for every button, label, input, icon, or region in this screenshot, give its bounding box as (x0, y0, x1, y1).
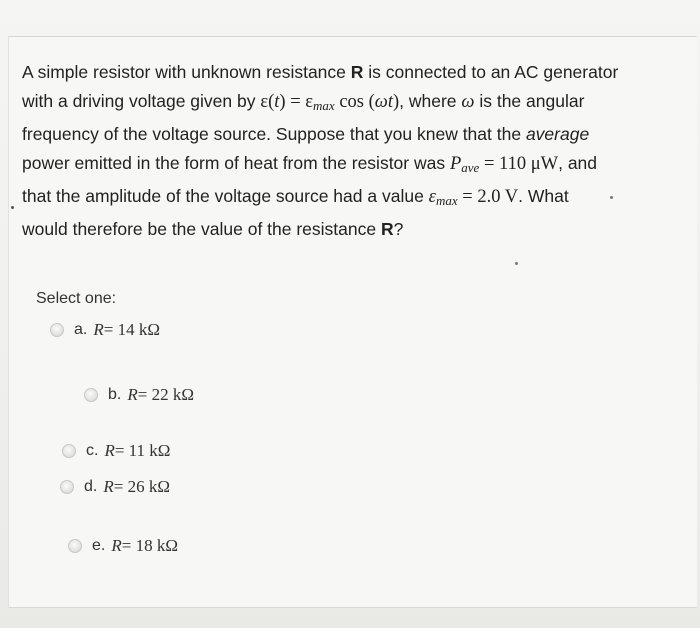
text: frequency of the voltage source. Suppose that you knew that the (22, 124, 526, 144)
math-subscript: max (435, 193, 458, 208)
text: that the amplitude of the voltage source had a value (22, 186, 429, 206)
radio-button[interactable] (84, 388, 98, 402)
math: ) = ε (279, 92, 314, 112)
math: ) (392, 92, 400, 112)
text: would therefore be the value of the resistance (22, 219, 381, 239)
text: is the angular (474, 91, 585, 111)
option-letter: d. (84, 478, 98, 495)
option-d[interactable] (60, 477, 170, 497)
math: = 2.0 V (457, 187, 519, 207)
text: , where (399, 91, 462, 111)
math: ε (428, 187, 436, 207)
radio-button[interactable] (62, 444, 76, 458)
variable-r: R (350, 62, 364, 82)
option-var: R (111, 536, 122, 555)
math-subscript: ave (461, 160, 480, 175)
option-value: = 26 kΩ (113, 477, 170, 496)
option-b[interactable] (84, 385, 194, 405)
question-line-4 (22, 149, 687, 182)
variable-r: R (380, 219, 394, 239)
math: = 110 μW (479, 154, 559, 174)
radio-button[interactable] (60, 480, 74, 494)
speck (515, 262, 518, 265)
option-value: = 22 kΩ (137, 385, 194, 404)
question-line-3 (22, 120, 687, 149)
question-line-1 (22, 58, 687, 87)
text: A simple resistor with unknown resistance (22, 62, 351, 82)
math: cos ( (334, 92, 375, 112)
radio-button[interactable] (68, 539, 82, 553)
math: t (274, 92, 280, 112)
option-letter: a. (74, 321, 88, 338)
option-value: = 11 kΩ (114, 441, 171, 460)
text: , and (558, 153, 598, 173)
option-a[interactable] (50, 320, 160, 340)
option-var: R (104, 441, 115, 460)
text: . What (518, 186, 569, 206)
option-var: R (103, 477, 114, 496)
math: P (449, 154, 462, 174)
text: with a driving voltage given by (22, 91, 261, 111)
math: ωt (374, 92, 393, 112)
question-text (22, 58, 687, 244)
emphasis: average (525, 124, 590, 144)
option-value: = 14 kΩ (103, 320, 160, 339)
option-var: R (127, 385, 138, 404)
option-c[interactable] (62, 441, 170, 461)
speck (610, 196, 613, 199)
question-line-2 (22, 87, 687, 120)
math: ε( (260, 92, 275, 112)
question-line-5 (22, 182, 687, 215)
radio-button[interactable] (50, 323, 64, 337)
math-omega: ω (461, 92, 475, 112)
text: ? (393, 219, 404, 239)
question-line-6 (22, 215, 687, 244)
math-subscript: max (313, 98, 335, 113)
option-letter: e. (92, 537, 106, 554)
select-one-label: Select one: (36, 290, 117, 307)
option-value: = 18 kΩ (121, 536, 178, 555)
option-letter: b. (108, 386, 122, 403)
option-var: R (93, 320, 104, 339)
option-e[interactable] (68, 536, 178, 556)
text: is connected to an AC generator (363, 62, 619, 82)
option-letter: c. (86, 442, 99, 459)
margin-dot (11, 206, 14, 209)
text: power emitted in the form of heat from the resistor was (22, 153, 450, 173)
